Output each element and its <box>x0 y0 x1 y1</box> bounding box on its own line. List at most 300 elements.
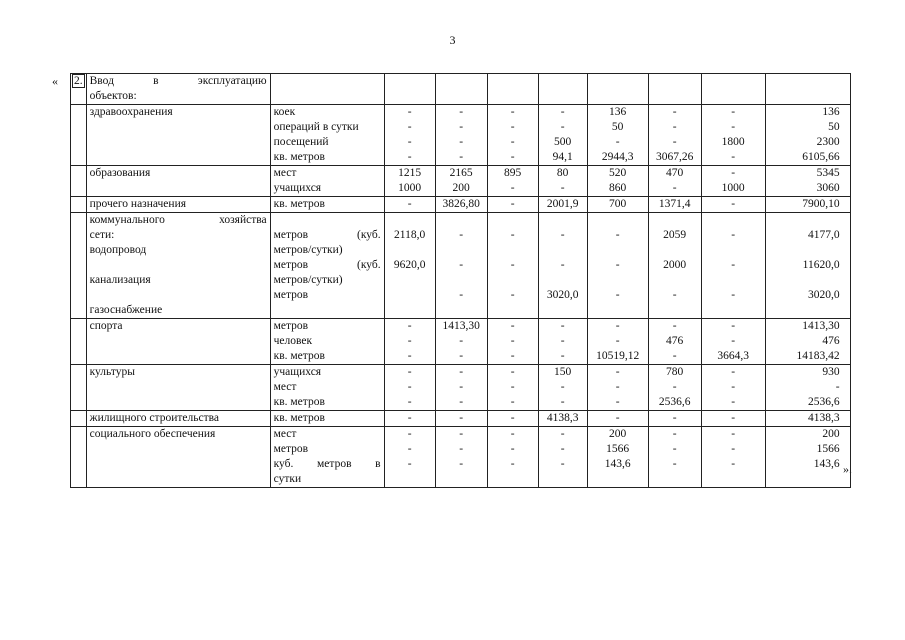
value-cell: - <box>648 135 701 150</box>
value-cell: - <box>487 135 538 150</box>
value-cell <box>384 288 435 303</box>
value-cell: - <box>701 365 765 381</box>
value-cell: 1566 <box>587 442 648 457</box>
value-cell: - <box>487 150 538 166</box>
index-cell <box>71 273 87 288</box>
header-empty-cell <box>765 74 850 105</box>
index-cell <box>71 258 87 273</box>
unit-cell: посещений <box>270 135 384 150</box>
total-cell: 136 <box>765 105 850 121</box>
value-cell: 700 <box>587 197 648 213</box>
value-cell: 476 <box>648 334 701 349</box>
index-cell <box>71 120 87 135</box>
value-cell: - <box>538 258 587 273</box>
value-cell: - <box>701 442 765 457</box>
category-cell: канализация <box>86 273 270 288</box>
unit-cell: учащихся <box>270 181 384 197</box>
category-cell <box>86 349 270 365</box>
value-cell: - <box>384 457 435 472</box>
index-cell <box>71 442 87 457</box>
header-empty-cell <box>487 74 538 105</box>
unit-cell: метров <box>270 442 384 457</box>
category-cell <box>86 213 270 229</box>
value-cell: - <box>538 427 587 443</box>
section-header-row <box>71 74 851 105</box>
value-cell: 80 <box>538 166 587 182</box>
value-cell: - <box>587 365 648 381</box>
value-cell: - <box>648 319 701 335</box>
table-row <box>71 349 851 365</box>
value-cell <box>587 273 648 288</box>
category-cell <box>86 258 270 273</box>
total-cell: 2536,6 <box>765 395 850 411</box>
total-cell: 11620,0 <box>765 258 850 273</box>
unit-cell: метров <box>270 319 384 335</box>
category-cell <box>86 120 270 135</box>
index-cell <box>71 349 87 365</box>
value-cell: - <box>648 442 701 457</box>
value-cell: - <box>648 288 701 303</box>
table-row <box>71 334 851 349</box>
value-cell: 2001,9 <box>538 197 587 213</box>
header-empty-cell <box>587 74 648 105</box>
value-cell <box>701 303 765 319</box>
value-cell: - <box>648 181 701 197</box>
value-cell: - <box>487 197 538 213</box>
value-cell: 1000 <box>701 181 765 197</box>
value-cell: - <box>487 288 538 303</box>
header-empty-cell <box>701 74 765 105</box>
unit-cell: мест <box>270 380 384 395</box>
table-row <box>71 273 851 288</box>
category-cell: жилищного строительства <box>86 411 270 427</box>
value-cell <box>648 303 701 319</box>
value-cell: 10519,12 <box>587 349 648 365</box>
value-cell: - <box>384 334 435 349</box>
category-cell <box>86 288 270 303</box>
section-title-cell <box>86 74 270 105</box>
value-cell: 895 <box>487 166 538 182</box>
value-cell: - <box>435 349 487 365</box>
total-cell: 50 <box>765 120 850 135</box>
value-cell: 520 <box>587 166 648 182</box>
value-cell: - <box>648 120 701 135</box>
unit-cell: человек <box>270 334 384 349</box>
value-cell: - <box>538 334 587 349</box>
table-row <box>71 395 851 411</box>
value-cell: - <box>384 319 435 335</box>
category-cell <box>86 334 270 349</box>
value-cell: 3664,3 <box>701 349 765 365</box>
value-cell: - <box>487 105 538 121</box>
value-cell <box>384 472 435 488</box>
total-cell: 200 <box>765 427 850 443</box>
index-cell <box>71 181 87 197</box>
total-cell: 930 <box>765 365 850 381</box>
section-title-word: Ввод <box>89 75 114 87</box>
unit-cell: кв. метров <box>270 411 384 427</box>
table-row <box>71 258 851 273</box>
value-cell: - <box>587 135 648 150</box>
unit-cell: коек <box>270 105 384 121</box>
value-cell: - <box>384 442 435 457</box>
value-cell: - <box>487 334 538 349</box>
value-cell: - <box>435 380 487 395</box>
value-cell: - <box>487 457 538 472</box>
value-cell <box>384 213 435 229</box>
total-cell <box>765 243 850 258</box>
index-cell <box>71 365 87 381</box>
unit-cell <box>270 457 384 472</box>
category-cell <box>86 181 270 197</box>
table-row <box>71 197 851 213</box>
value-cell: - <box>435 105 487 121</box>
total-cell <box>765 273 850 288</box>
header-empty-cell <box>435 74 487 105</box>
section-index-cell <box>71 74 87 105</box>
value-cell: - <box>587 411 648 427</box>
value-cell: - <box>701 411 765 427</box>
value-cell: - <box>587 288 648 303</box>
value-cell: - <box>384 105 435 121</box>
value-cell: - <box>538 105 587 121</box>
value-cell: - <box>701 395 765 411</box>
value-cell: - <box>587 380 648 395</box>
value-cell <box>435 472 487 488</box>
category-word: хозяйства <box>219 214 267 226</box>
value-cell: - <box>538 319 587 335</box>
section-title-word: эксплуатацию <box>197 75 267 87</box>
section-index: 2. <box>74 75 83 87</box>
unit-cell: метров/сутки) <box>270 243 384 258</box>
value-cell: - <box>487 319 538 335</box>
table-row <box>71 120 851 135</box>
header-empty-cell <box>648 74 701 105</box>
value-cell: - <box>435 365 487 381</box>
value-cell: 860 <box>587 181 648 197</box>
table-row <box>71 457 851 472</box>
value-cell: - <box>648 457 701 472</box>
category-cell: здравоохранения <box>86 105 270 121</box>
value-cell: - <box>587 334 648 349</box>
value-cell <box>648 273 701 288</box>
value-cell: - <box>487 411 538 427</box>
value-cell: 150 <box>538 365 587 381</box>
table-row <box>71 105 851 121</box>
value-cell <box>435 213 487 229</box>
value-cell: - <box>701 120 765 135</box>
value-cell: 3826,80 <box>435 197 487 213</box>
index-cell <box>71 427 87 443</box>
unit-cell: кв. метров <box>270 150 384 166</box>
total-cell: 1413,30 <box>765 319 850 335</box>
table-row <box>71 213 851 229</box>
index-cell <box>71 243 87 258</box>
header-empty-cell <box>270 74 384 105</box>
value-cell: 143,6 <box>587 457 648 472</box>
value-cell <box>487 243 538 258</box>
index-cell <box>71 213 87 229</box>
unit-word: (куб. <box>357 229 381 241</box>
table-row <box>71 166 851 182</box>
value-cell: - <box>487 120 538 135</box>
unit-cell <box>270 228 384 243</box>
value-cell: - <box>587 319 648 335</box>
table-row <box>71 288 851 303</box>
index-cell <box>71 288 87 303</box>
value-cell: - <box>487 427 538 443</box>
value-cell: - <box>384 120 435 135</box>
table-row <box>71 472 851 488</box>
value-cell: 2165 <box>435 166 487 182</box>
value-cell: - <box>435 395 487 411</box>
value-cell: - <box>538 457 587 472</box>
unit-cell: сутки <box>270 472 384 488</box>
value-cell: - <box>538 120 587 135</box>
value-cell: 3067,26 <box>648 150 701 166</box>
value-cell: - <box>435 442 487 457</box>
value-cell: - <box>435 135 487 150</box>
value-cell: - <box>538 442 587 457</box>
value-cell <box>648 243 701 258</box>
value-cell: 1800 <box>701 135 765 150</box>
value-cell: - <box>384 427 435 443</box>
value-cell: - <box>648 427 701 443</box>
table-row <box>71 228 851 243</box>
category-cell <box>86 150 270 166</box>
value-cell <box>587 472 648 488</box>
value-cell <box>487 213 538 229</box>
value-cell: - <box>648 105 701 121</box>
value-cell: - <box>648 380 701 395</box>
category-cell <box>86 442 270 457</box>
table-row <box>71 150 851 166</box>
value-cell: - <box>487 365 538 381</box>
value-cell: - <box>701 334 765 349</box>
value-cell: 780 <box>648 365 701 381</box>
value-cell: - <box>701 457 765 472</box>
value-cell: - <box>435 427 487 443</box>
section-title-line2: объектов: <box>89 90 137 102</box>
value-cell: - <box>435 457 487 472</box>
value-cell: - <box>701 197 765 213</box>
index-cell <box>71 105 87 121</box>
table-row <box>71 181 851 197</box>
value-cell: - <box>384 197 435 213</box>
value-cell: - <box>384 395 435 411</box>
value-cell: 1413,30 <box>435 319 487 335</box>
table-row <box>71 303 851 319</box>
unit-cell: кв. метров <box>270 197 384 213</box>
category-cell: культуры <box>86 365 270 381</box>
value-cell: 136 <box>587 105 648 121</box>
table-row <box>71 411 851 427</box>
value-cell <box>487 273 538 288</box>
category-cell: газоснабжение <box>86 303 270 319</box>
table-row <box>71 365 851 381</box>
value-cell: - <box>487 395 538 411</box>
table-row <box>71 319 851 335</box>
unit-word: (куб. <box>357 259 381 271</box>
construction-plan-table <box>70 73 851 488</box>
value-cell <box>538 213 587 229</box>
value-cell: - <box>587 258 648 273</box>
category-cell <box>86 457 270 472</box>
value-cell <box>487 303 538 319</box>
header-empty-cell <box>384 74 435 105</box>
category-cell: социального обеспечения <box>86 427 270 443</box>
value-cell <box>384 303 435 319</box>
value-cell <box>384 273 435 288</box>
value-cell: - <box>384 135 435 150</box>
category-cell: спорта <box>86 319 270 335</box>
unit-cell: кв. метров <box>270 395 384 411</box>
value-cell: 470 <box>648 166 701 182</box>
value-cell: - <box>487 228 538 243</box>
value-cell: - <box>384 411 435 427</box>
index-cell <box>71 150 87 166</box>
unit-cell: мест <box>270 427 384 443</box>
index-cell <box>71 472 87 488</box>
value-cell: - <box>384 380 435 395</box>
index-cell <box>71 303 87 319</box>
value-cell <box>701 213 765 229</box>
value-cell: - <box>701 166 765 182</box>
value-cell <box>538 273 587 288</box>
index-cell <box>71 197 87 213</box>
category-cell <box>86 472 270 488</box>
value-cell: - <box>435 228 487 243</box>
value-cell: - <box>384 349 435 365</box>
value-cell: - <box>587 228 648 243</box>
category-cell <box>86 395 270 411</box>
header-empty-cell <box>538 74 587 105</box>
unit-cell: кв. метров <box>270 349 384 365</box>
total-cell: 14183,42 <box>765 349 850 365</box>
value-cell <box>435 273 487 288</box>
total-cell: 5345 <box>765 166 850 182</box>
value-cell <box>701 273 765 288</box>
value-cell: - <box>648 411 701 427</box>
table-row <box>71 135 851 150</box>
index-cell <box>71 135 87 150</box>
value-cell <box>648 472 701 488</box>
value-cell: - <box>538 228 587 243</box>
value-cell: - <box>701 105 765 121</box>
value-cell <box>538 472 587 488</box>
value-cell: 94,1 <box>538 150 587 166</box>
category-cell <box>86 380 270 395</box>
category-cell: водопровод <box>86 243 270 258</box>
total-cell: 143,6 <box>765 457 850 472</box>
unit-cell: метров/сутки) <box>270 273 384 288</box>
index-cell <box>71 395 87 411</box>
total-cell <box>765 472 850 488</box>
value-cell <box>487 472 538 488</box>
value-cell: - <box>648 349 701 365</box>
value-cell: 9620,0 <box>384 258 435 273</box>
unit-word: метров <box>273 259 309 271</box>
value-cell: 1371,4 <box>648 197 701 213</box>
index-cell <box>71 334 87 349</box>
value-cell: - <box>487 380 538 395</box>
value-cell: - <box>384 150 435 166</box>
value-cell: - <box>701 228 765 243</box>
index-cell <box>71 319 87 335</box>
value-cell <box>587 243 648 258</box>
page-number: 3 <box>449 33 456 47</box>
value-cell: - <box>384 365 435 381</box>
total-cell: 1566 <box>765 442 850 457</box>
value-cell: 50 <box>587 120 648 135</box>
value-cell: - <box>487 181 538 197</box>
value-cell: - <box>435 288 487 303</box>
unit-cell <box>270 258 384 273</box>
value-cell: - <box>538 395 587 411</box>
unit-word: куб. <box>273 458 294 470</box>
index-cell <box>71 457 87 472</box>
total-cell: 7900,10 <box>765 197 850 213</box>
category-cell: прочего назначения <box>86 197 270 213</box>
total-cell: 2300 <box>765 135 850 150</box>
value-cell: - <box>435 150 487 166</box>
value-cell: - <box>487 258 538 273</box>
value-cell: 200 <box>587 427 648 443</box>
total-cell: 4138,3 <box>765 411 850 427</box>
value-cell <box>587 213 648 229</box>
unit-word: в <box>375 458 381 470</box>
index-cell <box>71 166 87 182</box>
category-cell: сети: <box>86 228 270 243</box>
table-row <box>71 243 851 258</box>
closing-quote: ». <box>843 462 852 476</box>
table-row <box>71 380 851 395</box>
value-cell: 1215 <box>384 166 435 182</box>
value-cell: - <box>701 288 765 303</box>
table-row <box>71 442 851 457</box>
value-cell: 500 <box>538 135 587 150</box>
category-cell <box>86 135 270 150</box>
total-cell <box>765 303 850 319</box>
value-cell: 2000 <box>648 258 701 273</box>
total-cell: 6105,66 <box>765 150 850 166</box>
value-cell: - <box>435 411 487 427</box>
value-cell <box>538 303 587 319</box>
section-title-word: в <box>153 75 159 87</box>
value-cell <box>435 303 487 319</box>
total-cell: 4177,0 <box>765 228 850 243</box>
value-cell: 3020,0 <box>538 288 587 303</box>
value-cell: - <box>487 349 538 365</box>
value-cell <box>435 243 487 258</box>
value-cell: 2118,0 <box>384 228 435 243</box>
unit-cell: операций в сутки <box>270 120 384 135</box>
opening-quote: « <box>52 74 58 88</box>
value-cell <box>701 243 765 258</box>
value-cell: - <box>487 442 538 457</box>
value-cell: 200 <box>435 181 487 197</box>
total-cell <box>765 213 850 229</box>
value-cell: - <box>435 258 487 273</box>
unit-cell <box>270 213 384 229</box>
index-cell <box>71 228 87 243</box>
index-cell <box>71 411 87 427</box>
value-cell: - <box>701 380 765 395</box>
index-cell <box>71 380 87 395</box>
value-cell: - <box>701 258 765 273</box>
value-cell <box>701 472 765 488</box>
unit-word: метров <box>317 458 352 470</box>
